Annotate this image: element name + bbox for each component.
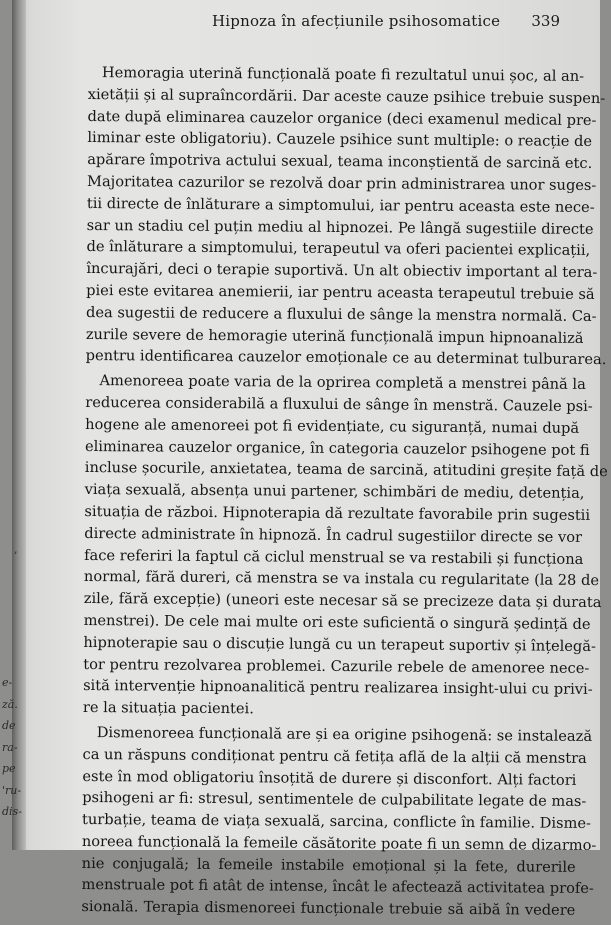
margin-fragment: pe	[2, 762, 16, 775]
margin-fragment: ză.	[2, 697, 18, 711]
text-line: Dismenoreea funcțională are și ea origine psihogenă: se instalează	[96, 723, 593, 745]
text-line: Hemoragia uterină funcțională poate fi rezultatul unui șoc, al an-	[101, 64, 585, 85]
text-line: ca un răspuns condiționat pentru că fetița află de la alții că menstra	[82, 745, 587, 767]
text-line: sională. Terapia dismenoreei funcționale trebuie să aibă în vedere	[81, 898, 576, 920]
paragraph-amenoreea	[82, 370, 608, 723]
margin-fragment: e-	[2, 676, 13, 689]
text-line: sar un stadiu cel puțin mediu al hipnozei. Pe lângă sugestiile directe	[86, 216, 594, 238]
text-line: dea sugestii de reducere a fluxului de sânge la menstra normală. Ca-	[85, 303, 597, 325]
text-line: eliminarea cauzelor organice, în categoria cauzelor psihogene pot fi	[84, 437, 590, 459]
text-line: directe administrate în hipnoză. În cadrul sugestiilor directe se vor	[84, 524, 583, 546]
text-line: Amenoreea poate varia de la oprirea completă a menstrei până la	[99, 372, 586, 394]
text-line: tor pentru rezolvarea problemei. Cazurile rebele de amenoree nece-	[83, 655, 590, 677]
text-line: reducerea considerabilă a fluxului de sânge în menstră. Cauzele psi-	[85, 393, 593, 415]
text-line: de înlăturare a simptomului, terapeutul va oferi pacientei explicații,	[86, 238, 591, 260]
text-line: date după eliminarea cauzelor organice (deci examenul medical pre-	[87, 107, 597, 129]
text-line: zurile severe de hemoragie uterină funcțională impun hipnoanaliză	[85, 325, 584, 347]
previous-page-margin	[2, 672, 32, 823]
text-line: turbație, teama de viața sexuală, sarcina, conflicte în familie. Disme-	[81, 811, 592, 833]
text-line: normal, fără dureri, că menstra se va instala cu regularitate (la 28 de	[83, 568, 600, 590]
margin-fragment: dis-	[2, 805, 22, 818]
margin-fragment: de	[2, 719, 16, 732]
text-line: zile, fără excepție) (uneori este necesar să se precizeze data și durata	[83, 590, 602, 612]
text-line: menstruale pot fi atât de intense, încât le afectează activitatea profe-	[81, 876, 594, 898]
text-line: tii directe de înlăturare a simptomului, iar pentru aceasta este nece-	[86, 194, 595, 216]
book-page	[2, 0, 608, 920]
text-line: este în mod obligatoriu însoțită de durere și disconfort. Alți factori	[82, 767, 577, 789]
text-line: situația de război. Hipnoterapia dă rezultate favorabile prin sugestii	[84, 502, 591, 524]
text-line: hogene ale amenoreei pot fi evidențiate, cu siguranță, numai după	[85, 415, 580, 437]
text-line: face referiri la faptul că ciclul menstrual se va restabili și funcționa	[84, 546, 584, 568]
text-line: pentru identificarea cauzelor emoționale ce au determinat tulburarea.	[85, 347, 607, 369]
page-number: 339	[531, 12, 560, 30]
margin-fragment: 'ru-	[2, 783, 22, 797]
text-line: xietății și al supraîncordării. Dar aceste cauze psihice trebuie suspen-	[87, 85, 606, 107]
text-line: încurajări, deci o terapie suportivă. Un alt obiectiv important al tera-	[86, 260, 598, 282]
text-line: psihogeni ar fi: stresul, sentimentele de culpabilitate legate de mas-	[82, 789, 587, 811]
body-text	[81, 62, 608, 925]
text-line: incluse șocurile, anxietatea, teama de sarcină, atitudini greșite față de	[84, 459, 608, 481]
page-header	[52, 12, 560, 36]
text-line: sită intervenție hipnoanalitică pentru realizarea insight-ului cu privi-	[83, 677, 593, 699]
running-title: Hipnoza în afecțiunile psihosomatice	[212, 12, 501, 30]
text-line: Majoritatea cazurilor se rezolvă doar prin administrarea unor suges-	[86, 172, 597, 194]
text-line: apărare împotriva actului sexual, teama inconștientă de sarcină etc.	[87, 151, 593, 173]
paragraph-dismenoreea	[81, 722, 597, 922]
text-line: piei este evitarea anemierii, iar pentru aceasta terapeutul trebuie să	[86, 281, 595, 303]
margin-mark: ,	[14, 543, 18, 556]
text-line: viața sexuală, absența unui partener, schimbări de mediu, detenția,	[84, 481, 585, 503]
text-line: re la situația pacientei.	[82, 699, 254, 718]
text-line: liminar este obligatoriu). Cauzele psihice sunt multiple: o reacție de	[87, 129, 593, 151]
text-line: noreea funcțională la femeile căsătorite poate fi un semn de dizarmo-	[81, 832, 597, 854]
text-line: nie conjugală; la femeile instabile emoțional și la fete, durerile	[81, 854, 576, 876]
margin-fragment: ra-	[2, 740, 18, 754]
text-line: hipnoterapie sau o discuție lungă cu un terapeut suportiv și înțelegă-	[83, 633, 596, 655]
text-line: menstrei). De cele mai multe ori este suficientă o singură ședință de	[83, 611, 591, 633]
paragraph-hemoragia	[85, 62, 607, 371]
